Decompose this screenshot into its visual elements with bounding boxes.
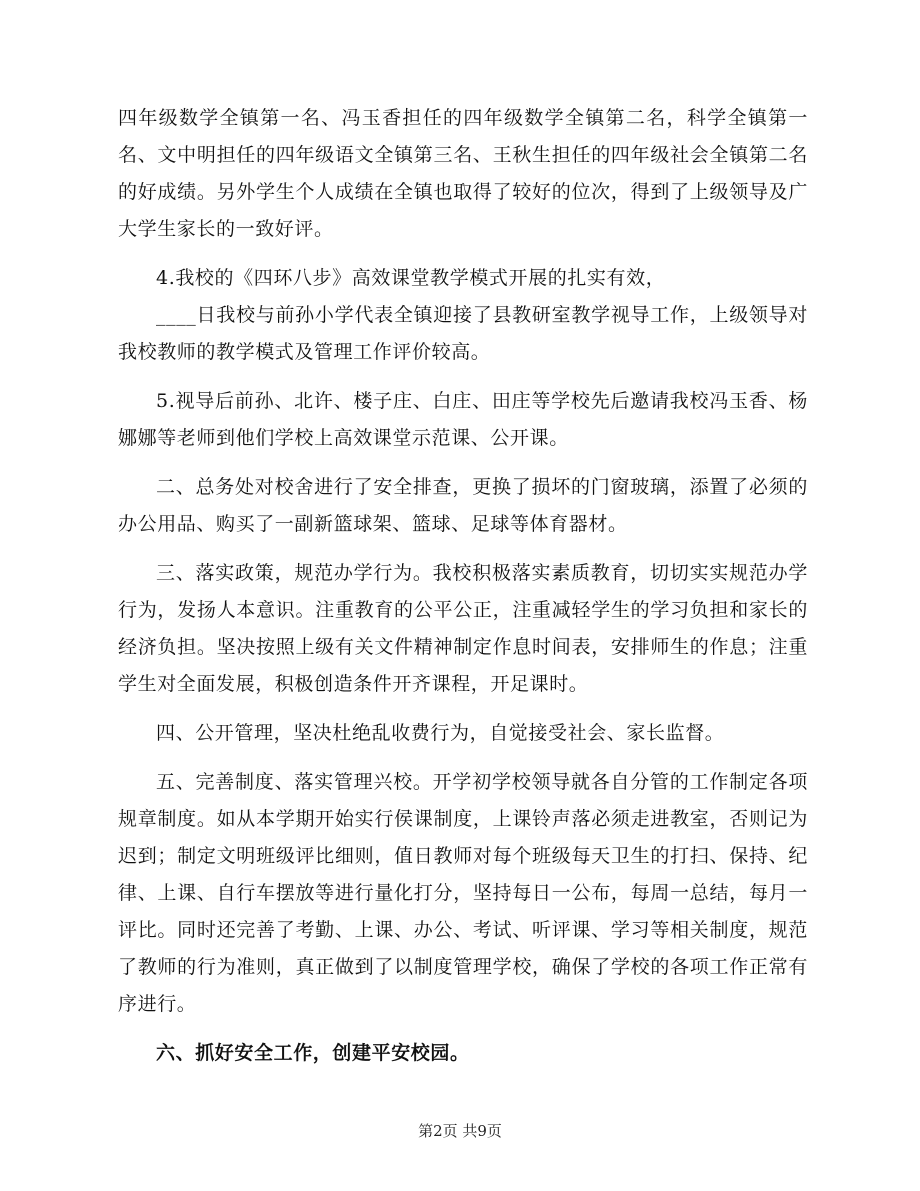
paragraph-inspection: ____日我校与前孙小学代表全镇迎接了县教研室教学视导工作，上级领导对我校教师的教学模式及管理工作评价较高。 — [118, 304, 808, 363]
paragraph-section-3: 三、落实政策，规范办学行为。我校积极落实素质教育，切切实实规范办学行为，发扬人本意识。注重教育的公平公正，注重减轻学生的学习负担和家长的经济负担。坚决按照上级有关文件精神制定作息时间表，安排师生的作息；注重学生对全面发展，积极创造条件开齐课程，开足课时。 — [118, 562, 808, 695]
document-body — [118, 100, 808, 1072]
page-number-footer: 第2页 共9页 — [418, 1122, 502, 1140]
paragraph-section-5: 五、完善制度、落实管理兴校。开学初学校领导就各自分管的工作制定各项规章制度。如从本学期开始实行侯课制度，上课铃声落必须走进教室，否则记为迟到；制定文明班级评比细则，值日教师对每个班级每天卫生的打扫、保持、纪律、上课、自行车摆放等进行量化打分，坚持每日一公布，每周一总结，每月一评比。同时还完善了考勤、上课、办公、考试、听评课、学习等相关制度，规范了教师的行为准则，真正做到了以制度管理学校，确保了学校的各项工作正常有序进行。 — [118, 771, 808, 1015]
paragraph-section-2: 二、总务处对校舍进行了安全排查，更换了损坏的门窗玻璃，添置了必须的办公用品、购买了一副新篮球架、篮球、足球等体育器材。 — [118, 476, 808, 535]
paragraph-section-4: 四、公开管理，坚决杜绝乱收费行为，自觉接受社会、家长监督。 — [156, 722, 725, 744]
paragraph-item-4: 4.我校的《四环八步》高效课堂教学模式开展的扎实有效， — [156, 267, 666, 289]
paragraph-item-5: 5.视导后前孙、北许、楼子庄、白庄、田庄等学校先后邀请我校冯玉香、杨娜娜等老师到他们学校上高效课堂示范课、公开课。 — [118, 390, 808, 449]
paragraph-results-continued: 四年级数学全镇第一名、冯玉香担任的四年级数学全镇第二名，科学全镇第一名、文中明担任的四年级语文全镇第三名、王秋生担任的四年级社会全镇第二名的好成绩。另外学生个人成绩在全镇也取得了较好的位次，得到了上级领导及广大学生家长的一致好评。 — [118, 107, 808, 240]
paragraph-section-6-heading: 六、抓好安全工作，创建平安校园。 — [156, 1042, 470, 1064]
